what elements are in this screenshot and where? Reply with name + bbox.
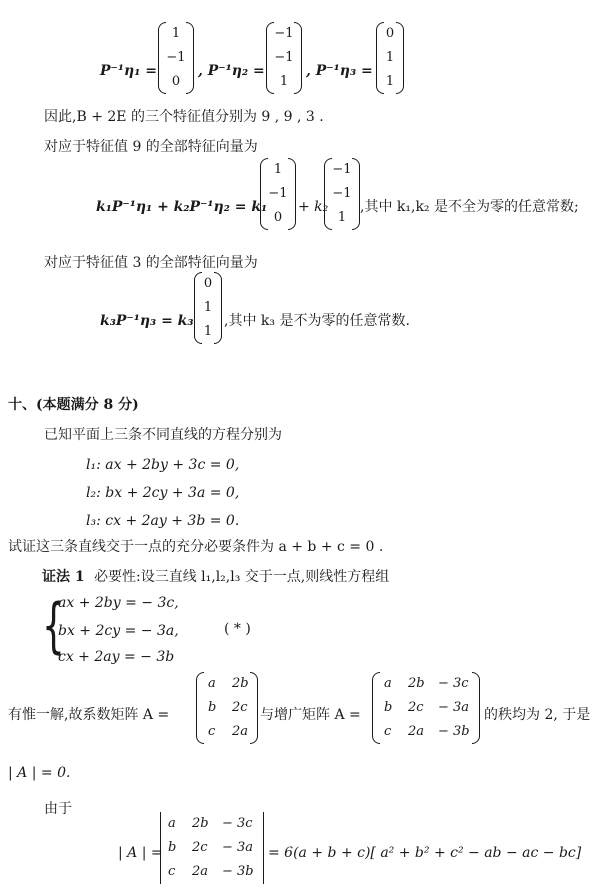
unique-solution-text xyxy=(8,706,169,724)
system-eq-1: ax + 2by = − 3c, xyxy=(58,595,179,611)
matrix-entry: 2a xyxy=(408,724,425,739)
vector-entry: 0 xyxy=(273,210,283,225)
vector-entry: 1 xyxy=(279,74,289,89)
matrix-entry: 2c xyxy=(192,840,208,855)
coefficient-matrix xyxy=(196,672,258,744)
matrix-entry: 2c xyxy=(232,700,248,715)
vector-entry: 1 xyxy=(385,50,395,65)
p-inv-eta3-label: , P⁻¹η₃ = xyxy=(306,63,373,79)
matrix-entry: b xyxy=(168,840,177,855)
determinant-zero: | A | = 0. xyxy=(8,765,71,781)
system-brace: { xyxy=(42,591,65,661)
p-inv-eta2-label: , P⁻¹η₂ = xyxy=(198,63,265,79)
matrix-entry: 2c xyxy=(408,700,424,715)
matrix-entry: c xyxy=(168,864,176,879)
vector-entry: −1 xyxy=(332,186,352,201)
matrix-entry: 2b xyxy=(232,676,249,691)
eigen9-expression: k₁P⁻¹η₁ + k₂P⁻¹η₂ = k₁ xyxy=(96,199,268,215)
vector-p-inv-eta3 xyxy=(376,22,404,94)
eigen9-plus-k2: + k₂ xyxy=(298,199,329,215)
vector-entry: 1 xyxy=(171,26,181,41)
vector-entry: 0 xyxy=(203,276,213,291)
vector-entry: 1 xyxy=(203,300,213,315)
eigen3-tail: ,其中 k₃ 是不为零的任意常数. xyxy=(224,313,410,329)
vector-entry: 1 xyxy=(385,74,395,89)
vector-entry: −1 xyxy=(166,50,186,65)
augmented-matrix xyxy=(372,672,480,744)
eigen3-expression: k₃P⁻¹η₃ = k₃ xyxy=(100,313,194,329)
eigen9-title: 对应于特征值 9 的全部特征向量为 xyxy=(44,139,258,155)
matrix-entry: c xyxy=(384,724,392,739)
proof-text: 必要性:设三直线 l₁,l₂,l₃ 交于一点,则线性方程组 xyxy=(94,569,390,585)
matrix-entry: 2b xyxy=(192,816,209,831)
system-eq-2: bx + 2cy = − 3a, xyxy=(58,623,179,639)
vector-p-inv-eta1 xyxy=(158,22,194,94)
vector-entry: −1 xyxy=(268,186,288,201)
eigen9-tail: ,其中 k₁,k₂ 是不全为零的任意常数; xyxy=(360,199,579,215)
matrix-entry: b xyxy=(384,700,393,715)
matrix-entry: 2a xyxy=(232,724,249,739)
vector-entry: −1 xyxy=(332,162,352,177)
vector-p-inv-eta2 xyxy=(266,22,302,94)
determinant-lhs: | A | = xyxy=(118,845,163,861)
vector-entry: 1 xyxy=(273,162,283,177)
vector-entry: −1 xyxy=(274,50,294,65)
matrix-entry: − 3b xyxy=(438,724,470,739)
matrix-entry: 2b xyxy=(408,676,425,691)
vector-entry: 0 xyxy=(385,26,395,41)
vector-entry: 1 xyxy=(203,324,213,339)
p-inv-eta1-label: P⁻¹η₁ = xyxy=(100,63,157,79)
vector-entry: −1 xyxy=(274,26,294,41)
matrix-entry: c xyxy=(208,724,216,739)
eigen3-title: 对应于特征值 3 的全部特征向量为 xyxy=(44,255,258,271)
section-ten-heading: 十、(本题满分 8 分) xyxy=(8,397,139,413)
matrix-entry: − 3c xyxy=(222,816,253,831)
vector-entry: 0 xyxy=(171,74,181,89)
vector-entry: 1 xyxy=(337,210,347,225)
matrix-entry: − 3b xyxy=(222,864,254,879)
matrix-entry: b xyxy=(208,700,217,715)
matrix-entry: − 3c xyxy=(438,676,469,691)
system-eq-3: cx + 2ay = − 3b xyxy=(58,649,175,665)
given-lines: 已知平面上三条不同直线的方程分别为 xyxy=(44,427,282,443)
system-tag: ( * ) xyxy=(224,621,251,637)
unique-solution-lead: 有惟一解,故系数矩阵 A = xyxy=(8,707,170,723)
matrix-entry: a xyxy=(384,676,392,691)
rank-conclusion: 的秩均为 2, 于是 xyxy=(484,707,591,723)
matrix-entry: a xyxy=(208,676,216,691)
prove-statement: 试证这三条直线交于一点的充分必要条件为 a + b + c = 0 . xyxy=(8,539,384,555)
augmented-matrix-label: 与增广矩阵 A = xyxy=(260,707,361,723)
determinant-matrix xyxy=(160,812,264,884)
matrix-entry: a xyxy=(168,816,176,831)
line-l1: l₁: ax + 2by + 3c = 0, xyxy=(86,457,240,473)
matrix-entry: − 3a xyxy=(438,700,470,715)
since-label: 由于 xyxy=(44,801,72,817)
eigenvalues-sentence: 因此,B + 2E 的三个特征值分别为 9 , 9 , 3 . xyxy=(44,109,324,125)
matrix-entry: 2a xyxy=(192,864,209,879)
eigen9-vector-1 xyxy=(260,158,296,230)
proof-label: 证法 1 xyxy=(42,569,85,585)
determinant-rhs: = 6(a + b + c)[ a² + b² + c² − ab − ac − bc] xyxy=(268,845,582,861)
line-l2: l₂: bx + 2cy + 3a = 0, xyxy=(86,485,240,501)
eigen3-vector xyxy=(194,272,222,344)
line-l3: l₃: cx + 2ay + 3b = 0. xyxy=(86,513,240,529)
eigen9-vector-2 xyxy=(324,158,360,230)
matrix-entry: − 3a xyxy=(222,840,254,855)
